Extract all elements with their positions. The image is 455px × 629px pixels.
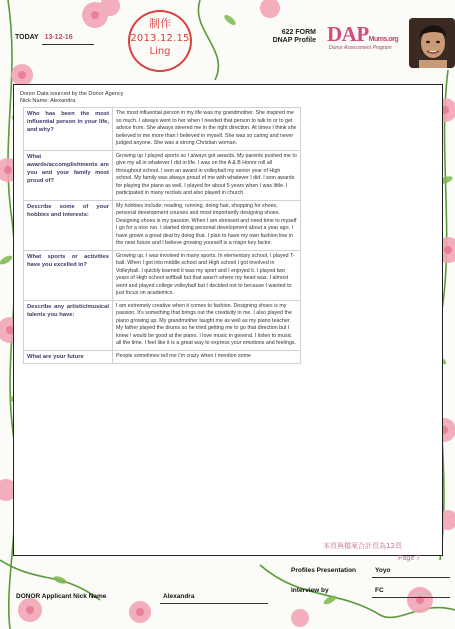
today-value: 13-12-16 — [44, 34, 73, 41]
profiles-presentation-label: Profiles Presentation — [291, 567, 357, 574]
donor-photo — [409, 18, 455, 68]
form-title — [258, 29, 316, 45]
today-underline — [42, 44, 94, 45]
answer-cell: The most influential person in my life was my grandmother. She inspired me so much. I always went to her when I needed that person to talk to or to get advice from. She always steered me in the right direction. At times I think she believed in me more than I believed in myself. She was so caring and never judged anyone. She was a strong Christian woman. — [113, 108, 301, 151]
interview-by-value: FC — [375, 587, 384, 594]
donor-nickname-underline — [160, 603, 268, 604]
question-cell: Who has been the most influential person in your life, and why? — [24, 108, 113, 151]
question-cell: What sports or activities have you excelled in? — [24, 250, 113, 300]
form-title-line-2: DNAP Profile — [272, 37, 316, 44]
document-heading: Donor Data sourced by the Donor Agency — [20, 91, 124, 97]
table-row — [24, 200, 301, 250]
answer-cell: Growing up, I was involved in many sports. In elementary school, I played T-ball. When I got into middle school and High school I got involved in Volleyball. I quickly learned it was my sport and I enjoyed it. I played two years of High school softball but that wasn't where my heart was. I almost went and played college volleyball but I decided not to because I wanted to just focus on academics. — [113, 250, 301, 300]
dap-logo-subtitle: Donor Assessment Program — [329, 45, 392, 51]
profiles-presentation-underline — [372, 577, 450, 578]
production-stamp — [128, 10, 192, 72]
nickname-label: Nick Name: — [20, 98, 49, 104]
answer-cell: My hobbies include; reading, running, doing hair, shopping for shoes, personal development courses and most importantly designing shoes. Designing shoes is my passion. When I am stressed and need time to myself I go for a nice run. I started doing personal development about a year ago. I have grown a great deal by doing that. I plan to have my own fashion line in the near future and I believe growing yourself is a major key factor. — [113, 200, 301, 250]
table-row — [24, 108, 301, 151]
table-row — [24, 150, 301, 200]
nickname-value: Alexandra — [50, 98, 76, 104]
dap-logo-suffix: Mums.org — [368, 36, 399, 43]
page-count-note: 本頁與檔案合計頁為12頁 — [323, 542, 402, 550]
question-cell: Describe any artistic/musical talents you have: — [24, 300, 113, 350]
page-number: Page 7 — [398, 555, 421, 562]
stamp-line-3: Ling — [149, 46, 171, 57]
question-cell: What are your future — [24, 350, 113, 363]
interview-by-underline — [372, 597, 450, 598]
table-row — [24, 250, 301, 300]
table-row — [24, 300, 301, 350]
question-cell: Describe some of your hobbies and interests: — [24, 200, 113, 250]
question-answer-table — [23, 107, 301, 364]
today-label: TODAY — [15, 34, 39, 41]
donor-nickname-value: Alexandra — [163, 593, 195, 600]
donor-portrait-image — [409, 18, 455, 68]
today-field — [15, 34, 73, 41]
table-row — [24, 350, 301, 363]
question-cell: What awards/accomplishments are you and your family most proud of? — [24, 150, 113, 200]
stamp-line-1: 制作 — [149, 17, 171, 30]
profiles-presentation-value: Yoyo — [375, 567, 391, 574]
nickname-line — [20, 98, 303, 105]
dap-logo — [327, 22, 398, 47]
form-title-line-1: 622 FORM — [281, 29, 316, 36]
donor-data-document — [20, 91, 303, 545]
donor-nickname-label: DONOR Applicant Nick Name — [16, 593, 107, 600]
answer-cell: I am extremely creative when it comes to fashion. Designing shoes is my passion. It's something that brings out the creativity in me. I also played the piano growing up. My grandmother taught me as well as my piano teacher. My father played the drums so he tried getting me to go that direction but I knew I would be good at the piano. I love music in general. I listen to music all the time. I feel like it is a great way to express your emotions and feelings. — [113, 300, 301, 350]
answer-cell: People sometimes tell me I'm crazy when I mention some — [113, 350, 301, 363]
stamp-line-2: 2013.12.15 — [130, 33, 190, 44]
answer-cell: Growing up I played sports so I always got awards. My parents pushed me to give my all in whatever I did in life. I was on the A & B Honor roll all throughout school. I won an award in volleyball my senior year of High school. My family was always proud of me with whatever I did. I won awards for playing the piano as well. I played for about 5 years when I was little. I participated in many recitals and also played in church. — [113, 150, 301, 200]
interview-by-label: Interview by — [291, 587, 329, 594]
dap-logo-text: DAP — [327, 22, 369, 46]
